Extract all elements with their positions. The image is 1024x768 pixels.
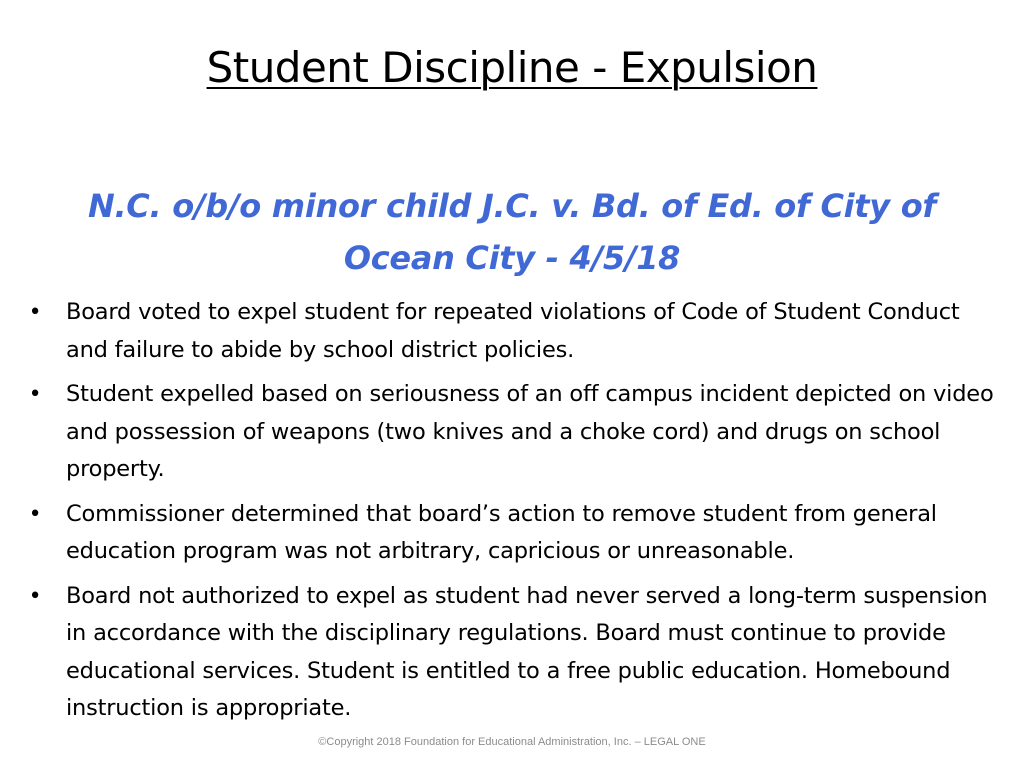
bullet-text: Board not authorized to expel as student had never served a long-term suspension in accordance with the disciplinary regulations. Board must continue to provide educational services. Student is entitled to a free public education. Homebound instruction is appropriate. <box>66 582 988 721</box>
case-citation-line-1: N.C. o/b/o minor child J.C. v. Bd. of Ed. of City of <box>87 187 937 225</box>
bullet-list <box>28 294 1008 735</box>
slide-title: Student Discipline - Expulsion <box>206 43 818 92</box>
bullet-item <box>28 294 1008 369</box>
bullet-item <box>28 376 1008 489</box>
bullet-marker: • <box>28 382 42 407</box>
bullet-item <box>28 578 1008 728</box>
bullet-marker: • <box>28 583 42 609</box>
case-citation-line-2: Ocean City - 4/5/18 <box>343 239 681 277</box>
copyright-footer: ©Copyright 2018 Foundation for Educational Administration, Inc. – LEGAL ONE <box>318 736 706 748</box>
bullet-marker: • <box>28 501 42 527</box>
bullet-marker: • <box>28 300 42 325</box>
bullet-text: Commissioner determined that board’s action to remove student from general education program was not arbitrary, capricious or unreasonable. <box>66 500 937 564</box>
bullet-item <box>28 496 1008 571</box>
case-citation <box>30 180 994 284</box>
bullet-text: Student expelled based on seriousness of an off campus incident depicted on video and possession of weapons (two knives and a choke cord) and drugs on school property. <box>66 381 994 482</box>
bullet-text: Board voted to expel student for repeated violations of Code of Student Conduct and failure to abide by school district policies. <box>66 299 960 363</box>
